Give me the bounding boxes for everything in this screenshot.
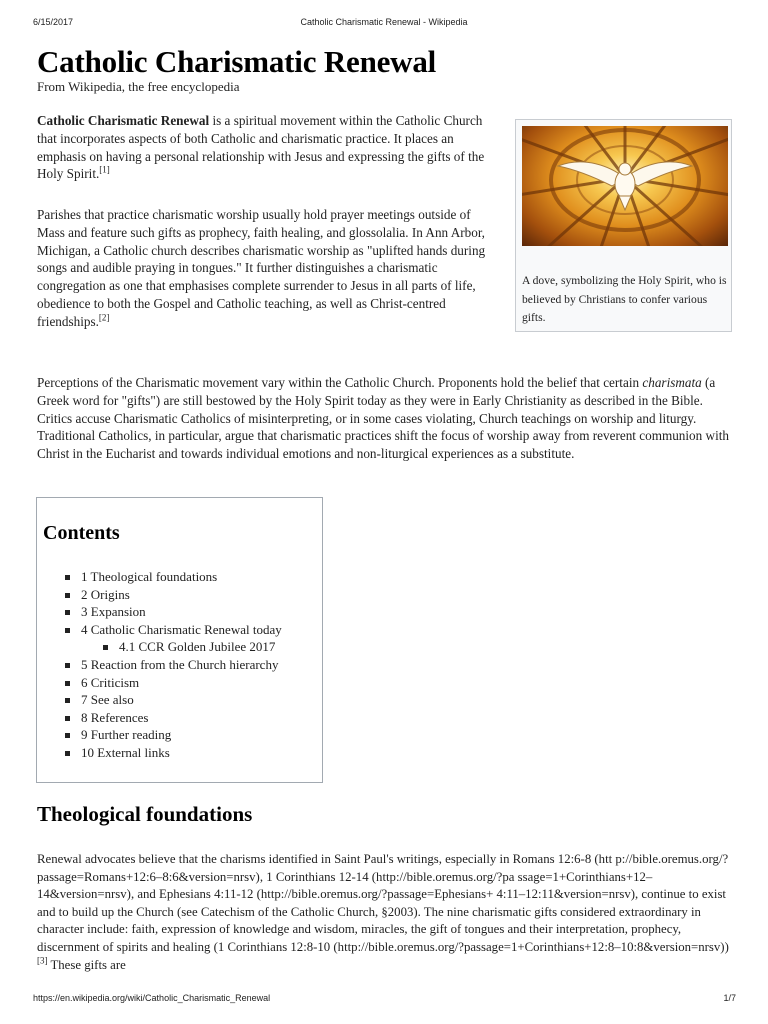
toc-item-reaction-church-hierarchy[interactable]: 5 Reaction from the Church hierarchy [65, 656, 282, 674]
print-date: 6/15/2017 [33, 17, 74, 27]
theological-foundations-paragraph [37, 851, 737, 974]
intro-paragraph-1-text: is a spiritual movement within the Catholic Church that incorporates aspects of both Catholic and charismatic practice. It places an emphasis on having a personal relationship with Jesus and expressing the gifts of the Holy Spirit. [37, 113, 485, 182]
toc-item-expansion[interactable]: 3 Expansion [65, 603, 282, 621]
intro-paragraph-3-text-b: (a Greek word for "gifts") are still bestowed by the Holy Spirit today as they were in Early Christianity as described in the Bible. Critics accuse Charismatic Catholics of misinterpreting, or in some cases violating, Church teachings on worship and liturgy. Traditional Catholics, in particular, argue that charismatic practices shift the focus of worship away from reverent communion with Christ in the Eucharist and towards individual emotions and non-liturgical experiences as a substitute. [37, 375, 729, 462]
intro-paragraph-2 [37, 206, 499, 331]
article-title: Catholic Charismatic Renewal [37, 44, 437, 79]
toc-item-see-also[interactable]: 7 See also [65, 691, 282, 709]
holy-spirit-dove-image[interactable] [522, 126, 728, 246]
print-page-number: 1/7 [723, 993, 736, 1003]
intro-paragraph-3 [37, 374, 737, 463]
toc-item-origins[interactable]: 2 Origins [65, 586, 282, 604]
toc-item-theological-foundations[interactable]: 1 Theological foundations [65, 568, 282, 586]
toc-item-criticism[interactable]: 6 Criticism [65, 674, 282, 692]
article-subject-bold: Catholic Charismatic Renewal [37, 113, 210, 128]
toc-title: Contents [43, 522, 120, 544]
print-url: https://en.wikipedia.org/wiki/Catholic_Charismatic_Renewal [33, 993, 271, 1003]
toc-item-ccr-today[interactable]: 4 Catholic Charismatic Renewal today [65, 621, 282, 639]
theological-foundations-text: Renewal advocates believe that the charisms identified in Saint Paul's writings, especially in Romans 12:6-8 (htt p://bible.oremus.org/?passage=Romans+12:6–8:6&version=nrsv), 1 Corinthians 12-14 (http://bible.oremus.org/?pa ssage=1+Corinthians+12–14&version=nrsv), and Ephesians 4:11-12 (http://bible.oremus.org/?passage=Ephesians+ 4:11–12:11&version=nrsv), continue to exist and to build up the Church (see Catechism of the Catholic Church, §2003). The nine charismatic gifts considered extraordinary in character include: faith, expression of knowledge and wisdom, miracles, the gift of tongues and their interpretation, prophecy, discernment of spirits and healing (1 Corinthians 12:8-10 (http://bible.oremus.org/?passage=1+Corinthians+12:8–10:8&version=nrsv)) [37, 852, 729, 954]
toc-item-further-reading[interactable]: 9 Further reading [65, 726, 282, 744]
article-tagline: From Wikipedia, the free encyclopedia [37, 79, 240, 94]
infobox-thumbnail [515, 119, 732, 332]
reference-link-1[interactable]: [1] [99, 165, 110, 175]
intro-paragraph-3-text-a: Perceptions of the Charismatic movement vary within the Catholic Church. Proponents hold the belief that certain [37, 375, 643, 390]
intro-paragraph-2-text: Parishes that practice charismatic worship usually hold prayer meetings outside of Mass and feature such gifts as prophecy, faith healing, and glossolalia. In Ann Arbor, Michigan, a Catholic church describes charismatic worship as "uplifted hands during songs and audible praying in tongues." It further distinguishes a charismatic congregation as one that emphasises complete surrender to Jesus in all parts of life, obedience to both the Gospel and Catholic teaching, as well as Christ-centred friendships. [37, 207, 486, 329]
print-page-title: Catholic Charismatic Renewal - Wikipedia [300, 17, 468, 27]
theological-foundations-text-after: These gifts are [47, 957, 126, 972]
toc-list [65, 568, 282, 762]
toc-item-references[interactable]: 8 References [65, 709, 282, 727]
intro-paragraph-1 [37, 112, 497, 183]
table-of-contents [36, 497, 323, 783]
toc-item-external-links[interactable]: 10 External links [65, 744, 282, 762]
print-header [0, 17, 768, 31]
toc-item-ccr-golden-jubilee[interactable]: 4.1 CCR Golden Jubilee 2017 [103, 638, 282, 656]
section-heading-theological-foundations: Theological foundations [37, 802, 253, 826]
reference-link-3[interactable]: [3] [37, 955, 48, 966]
infobox-caption: A dove, symbolizing the Holy Spirit, who is believed by Christians to confer various gifts. [522, 274, 727, 325]
charismata-term: charismata [642, 375, 702, 390]
dove-illustration [522, 126, 728, 246]
reference-link-2[interactable]: [2] [98, 312, 110, 323]
print-footer [0, 993, 768, 1007]
